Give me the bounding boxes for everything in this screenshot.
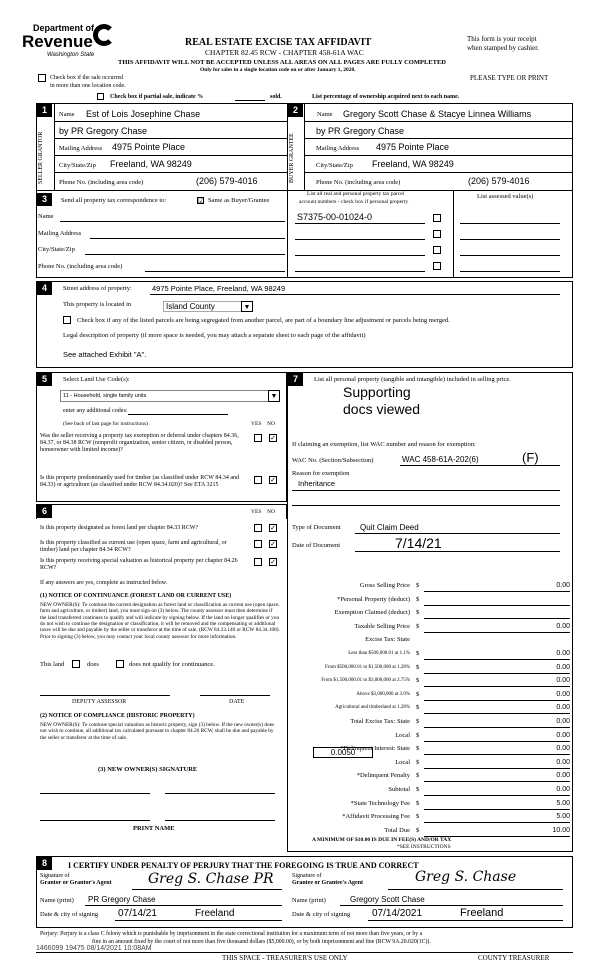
same-as-buyer-checkbox[interactable]: ☑ [198,197,205,205]
land-use-select[interactable]: 11 - Household, single family units [60,390,280,402]
calc-currency: $ [416,650,420,657]
calc-label: Total Due [384,827,410,834]
calc-currency: $ [416,664,420,671]
calc-currency: $ [416,582,420,589]
calc-line [424,713,570,714]
calc-currency: $ [416,827,420,834]
personal-property-text-2[interactable]: docs viewed [343,401,421,417]
ownership-instruction: List percentage of ownership acquired next to each name. [312,94,460,100]
does-not-label: does not qualify for continuance. [129,661,215,668]
county-select[interactable]: Island County [163,301,253,312]
q1-no-checkbox[interactable]: ✓ [270,434,276,442]
parcel-1-personal-checkbox[interactable] [433,214,441,222]
grantee-print-name[interactable]: Gregory Scott Chase [350,895,425,904]
buyer-name-label: Name [317,111,333,118]
calc-line [424,781,570,782]
deputy-date-label: DATE [229,699,245,705]
calc-value[interactable]: 10.00 [552,827,570,834]
correspondence-label: Send all property tax correspondence to: [61,197,167,204]
calc-label: Local [395,732,410,739]
calc-line [424,618,570,619]
calc-value[interactable]: 5.00 [556,813,570,820]
calc-currency: $ [416,745,420,752]
section-7-number: 7 [288,373,303,386]
grantee-print-label: Name (print) [292,897,326,904]
legal-label: Legal description of property (if more space is needed, you may attach a separate sheet to each page of the affidavit) [63,332,366,339]
county-treasurer-label: COUNTY TREASURER [478,954,550,962]
additional-codes-label: enter any additional codes: [63,408,128,414]
parcel-header-1: List all real and personal property tax parcel [307,191,405,197]
buyer-name[interactable]: Gregory Scott Chase & Stacye Linnea Williams [343,109,532,119]
county-label: This property is located in [63,301,132,308]
calc-currency: $ [416,786,420,793]
land-use-yes: YES [251,421,262,427]
continuance-title: (1) NOTICE OF CONTINUANCE (FOREST LAND OR CURRENT USE) [40,593,232,599]
calc-line [424,591,570,592]
land-does-checkbox[interactable] [72,660,80,668]
seller-city-label: City/State/Zip [59,162,96,169]
calc-line [424,754,570,755]
segregated-checkbox[interactable] [63,316,71,324]
calc-line [424,822,570,823]
sec6-no: NO [267,509,275,515]
multi-location-checkbox[interactable] [38,74,46,82]
perjury-text-2: fine in an amount fixed by the court of not more than five thousand dollars ($5,000.00), or by both imprisonment and fine (RCW 9A.20.020(1C)). [92,939,431,945]
calc-line [424,768,570,769]
doc-date-label: Date of Document [292,542,341,549]
same-as-buyer-label: Same as Buyer/Grantee [208,197,270,204]
calc-line [424,605,570,606]
local-rate-box[interactable]: 0.0050 [313,747,373,758]
parcel-number[interactable]: S7375-00-01024-0 [297,212,373,222]
compliance-title: (2) NOTICE OF COMPLIANCE (HISTORIC PROPERTY) [40,713,195,719]
land-does-not-checkbox[interactable] [116,660,124,668]
deputy-date-line[interactable] [200,695,270,696]
calc-value[interactable]: 0.00 [556,664,570,671]
land-use-q1: Was the seller receiving a property tax exemption or deferral under chapters 84.36, 84.37, or 84.38 RCW (nonprofit organization, senior citizen, or disabled person, homeowner with limited income)? [40,433,239,453]
recording-stamp: 1466099 19475 08/14/2021 10:08AM [36,945,152,952]
sec6-q2-no-checkbox[interactable]: ✓ [270,540,276,548]
calc-label: Local [395,759,410,766]
section-5-number: 5 [37,373,52,386]
land-use-no: NO [267,421,275,427]
document-type[interactable]: Quit Claim Deed [360,523,419,532]
calc-line [424,727,570,728]
certify-title: I CERTIFY UNDER PENALTY OF PERJURY THAT THE FOREGOING IS TRUE AND CORRECT [68,861,419,870]
see-instructions: *SEE INSTRUCTIONS [397,844,451,850]
q2-no-checkbox[interactable]: ✓ [270,476,276,484]
sec6-q2: Is this property classified as current use (open space, farm and agricultural, or timber) land per chapter 84.34 RCW? [40,540,227,553]
calc-line [424,795,570,796]
doc-type-label: Type of Document [292,524,341,531]
new-owner-signature-label: (3) NEW OWNER(S) SIGNATURE [98,766,198,773]
new-owner-sig-line-1[interactable] [40,793,150,794]
seller-name-2[interactable]: by PR Gregory Chase [59,126,148,136]
calc-label: Less than $500,000.01 at 1.1% [348,651,410,656]
calc-value[interactable]: 0.00 [556,732,570,739]
minimum-due-note: A MINIMUM OF $10.00 IS DUE IN FEE(S) AND/OR TAX [312,837,452,843]
agency-line1: Department of [33,23,95,33]
grantor-sig-label-1: Signature of [40,873,70,879]
wac-number[interactable]: WAC 458-61A-202(6) [402,455,479,464]
multi-location-label1: Check box if the sale occurred [50,75,124,81]
sec6-q1: Is this property designated as forest land per chapter 84.33 RCW? [40,525,199,531]
calc-label: *Affidavit Processing Fee [342,813,410,820]
grantee-city[interactable]: Freeland [460,907,504,919]
calc-value[interactable]: 0.00 [556,786,570,793]
calc-label: Total Excise Tax: State [350,718,410,725]
calc-currency: $ [416,596,420,603]
perjury-text-1: Perjury: Perjury is a class C felony which is punishable by imprisonment in the state correctional institution for a maximum term of not more than five years, or by a [40,931,423,937]
personal-property-text-1[interactable]: Supporting [343,384,411,400]
compliance-text: NEW OWNER(S): To continue special valuation as historic property, sign (3) below. If the new owner(s) does not wish to continue, all additional tax calculated pursuant to chapter 84.26 RCW, shall be due and payable by the seller or transferor at the time of sale. [40,722,275,741]
calc-value[interactable]: 5.00 [556,800,570,807]
type-print: PLEASE TYPE OR PRINT [470,74,549,82]
land-use-dropdown-icon[interactable]: ▼ [268,390,280,402]
sec6-q3: Is this property receiving special valuation as historical property per chapter 84.26 RCW? [40,558,238,571]
buyer-name-2[interactable]: by PR Gregory Chase [316,126,405,136]
calc-line [424,741,570,742]
document-date[interactable]: 7/14/21 [395,535,442,551]
buyer-address[interactable]: 4975 Pointe Place [376,142,450,152]
agency-name: Revenue [22,32,93,51]
parcel-4-personal-checkbox[interactable] [433,262,441,270]
grantor-print-name[interactable]: PR Gregory Chase [88,895,156,904]
seller-city[interactable]: Freeland, WA 98249 [110,159,192,169]
sec6-yes: YES [251,509,262,515]
calc-label: Taxable Selling Price [354,623,410,630]
form-subtitle: CHAPTER 82.45 RCW - CHAPTER 458-61A WAC [205,48,364,57]
deputy-line[interactable] [40,695,170,696]
calc-value[interactable]: 0.00 [556,772,570,779]
wac-label: WAC No. (Section/Subsection) [292,457,374,464]
calc-label: Agricultural and timberland at 1.28% [335,705,410,710]
receipt-line1: This form is your receipt [467,35,537,43]
corr-address-label: Mailing Address [38,230,82,237]
corr-phone-line[interactable] [145,271,285,272]
partial-sale-checkbox[interactable] [97,93,104,100]
percent-line[interactable] [235,100,265,101]
grantee-date[interactable]: 07/14/2021 [372,908,423,919]
exemption-label: If claiming an exemption, list WAC number and reason for exemption: [292,441,476,448]
land-use-q2: Is this property predominantly used for timber (as classified under RCW 84.34 and 84.33) or agriculture (as classified under RCW 84.34.020)? See ETA 3215 [40,475,240,488]
corr-address-line[interactable] [90,238,285,239]
sec6-q2-yes-checkbox[interactable] [254,540,262,548]
calc-currency: $ [416,732,420,739]
grantor-signature[interactable]: Greg S. Chase PR [148,871,274,887]
calc-currency: $ [416,691,420,698]
corr-name-line[interactable] [60,221,285,222]
seller-address-label: Mailing Address [59,145,103,152]
corr-phone-label: Phone No. (including area code) [38,263,123,270]
calc-currency: $ [416,800,420,807]
calc-label: *Delinquent Penalty [356,772,410,779]
calc-label: *State Technology Fee [350,800,410,807]
q1-yes-checkbox[interactable] [254,434,262,442]
seller-phone[interactable]: (206) 579-4016 [196,176,258,186]
section-3-number: 3 [37,193,52,206]
calc-currency: $ [416,609,420,616]
grantor-print-label: Name (print) [40,897,74,904]
corr-city-label: City/State/Zip [38,246,75,253]
calc-value[interactable]: 0.00 [556,623,570,630]
seller-phone-label: Phone No. (including area code) [59,179,144,186]
calc-label: *Personal Property (deduct) [337,596,410,603]
print-name-line-2[interactable] [165,820,275,821]
parcel-2-personal-checkbox[interactable] [433,230,441,238]
section-6-number: 6 [37,505,52,518]
assessed-header: List assessed value(s) [477,193,534,200]
buyer-phone[interactable]: (206) 579-4016 [468,176,530,186]
buyer-address-label: Mailing Address [316,145,360,152]
calc-line [424,673,570,674]
calc-label: Above $3,000,000 at 3.0% [356,692,410,697]
calc-line [424,632,570,633]
personal-property-label: List all personal property (tangible and intangible) included in selling price. [314,376,511,383]
section-4-number: 4 [37,282,52,295]
calc-line [424,659,570,660]
calc-line [424,686,570,687]
form-title: REAL ESTATE EXCISE TAX AFFIDAVIT [185,37,372,48]
county-dropdown-icon[interactable]: ▼ [241,301,253,312]
calc-value[interactable]: 0.00 [556,691,570,698]
calc-currency: $ [416,813,420,820]
buyer-phone-label: Phone No. (including area code) [316,179,401,186]
calc-value[interactable]: 0.00 [556,718,570,725]
grantee-signature[interactable]: Greg S. Chase [415,869,517,885]
corr-city-line[interactable] [85,254,285,255]
grantor-date[interactable]: 07/14/21 [118,908,157,919]
see-back-label: (See back of last page for instructions) [63,421,148,427]
calc-value[interactable]: 0.00 [556,745,570,752]
calc-currency: $ [416,704,420,711]
calc-value[interactable]: 0.00 [556,650,570,657]
sec6-q1-no-checkbox[interactable]: ✓ [270,524,276,532]
section-1-number: 1 [37,104,52,117]
calc-label: From $1,500,000.01 to $3,000,000 at 2.75% [321,678,410,683]
calc-currency: $ [416,677,420,684]
seller-vertical-label: SELLER GRANTOR [38,131,44,185]
parcel-header-2: account numbers - check box if personal property [299,199,409,205]
seller-name[interactable]: Est of Lois Josephine Chase [86,109,201,119]
buyer-city-label: City/State/Zip [316,162,353,169]
grantor-sig-label-2: Grantor or Grantor's Agent [40,880,112,886]
legal-description[interactable]: See attached Exhibit "A". [63,350,147,359]
calc-value[interactable]: 0.00 [556,759,570,766]
calc-label: *Delinquent Interest: State [340,745,410,752]
deputy-label: DEPUTY ASSESSOR [72,699,127,705]
land-use-label: Select Land Use Code(s): [63,376,130,383]
calc-label: From $500,000.01 to $1,500,000 at 1.28% [325,665,410,670]
sec6-q3-yes-checkbox[interactable] [254,558,262,566]
corr-name-label: Name [38,213,54,220]
print-name-line-1[interactable] [40,820,150,821]
additional-codes-line[interactable] [128,414,228,415]
section-8-number: 8 [37,857,52,870]
calc-label: Excise Tax: State [365,636,410,643]
grantee-sig-label-2: Grantee or Grantee's Agent [292,880,364,886]
grantee-date-label: Date & city of signing [292,911,351,918]
calc-line [424,809,570,810]
calc-currency: $ [416,718,420,725]
does-label: does [87,661,99,668]
treasurer-use-label: THIS SPACE - TREASURER'S USE ONLY [222,954,348,962]
parcel-3-personal-checkbox[interactable] [433,246,441,254]
reason-label: Reason for exemption [292,470,350,477]
sold-label: sold. [270,94,282,100]
q2-yes-checkbox[interactable] [254,476,262,484]
calc-currency: $ [416,623,420,630]
this-land-label: This land [40,661,65,668]
calc-value[interactable]: 0.00 [556,704,570,711]
grantee-sig-label-1: Signature of [292,873,322,879]
new-owner-sig-line-2[interactable] [165,793,275,794]
buyer-city[interactable]: Freeland, WA 98249 [372,159,454,169]
sec6-q3-no-checkbox[interactable]: ✓ [270,558,276,566]
calc-currency: $ [416,759,420,766]
calc-currency: $ [416,772,420,779]
agency-line3: Washington State [47,52,95,58]
property-street[interactable]: 4975 Pointe Place, Freeland, WA 98249 [152,284,286,293]
calc-label: Gross Selling Price [359,582,410,589]
sec6-q1-yes-checkbox[interactable] [254,524,262,532]
calc-value[interactable]: 0.00 [556,677,570,684]
continuance-text: NEW OWNER(S): To continue the current designation as forest land or classification as current use (open space, farm and agriculture, or timber) land, you must sign on (3) below. The county assessor must then determine if the land transferred continues to qualify and will indicate by signing below. If the land no longer qualifies or you do not wish to continue the designation or classification, it will be removed and the compensating or additional taxes will be due and payable by the seller or transferor at the time of sale. (RCW 84.33.140 or RCW 84.34.108). Prior to signing (3) below, you may contact your local county assessor for more information. [40,602,280,640]
seller-address[interactable]: 4975 Pointe Place [112,142,186,152]
any-yes-label: If any answers are yes, complete as instructed below. [40,580,168,586]
seller-name-label: Name [59,111,75,118]
segregated-label: Check box if any of the listed parcels are being segregated from another parcel, are part of a boundary line adjustment or parcels being merged. [77,317,450,324]
print-name-label: PRINT NAME [133,825,175,832]
buyer-vertical-label: BUYER GRANTEE [289,133,295,183]
calc-label: Exemption Claimed (deduct) [334,609,410,616]
multi-location-label2: in more than one location code. [50,83,126,89]
grantor-date-label: Date & city of signing [40,911,99,918]
wac-subsection[interactable]: (F) [522,450,539,465]
dor-logo-icon [93,24,115,46]
street-label: Street address of property: [63,285,132,292]
receipt-line2: when stamped by cashier. [467,44,539,52]
exemption-reason[interactable]: Inheritance [298,479,336,488]
calc-line [424,700,570,701]
grantor-city[interactable]: Freeland [195,908,235,919]
section-2-number: 2 [288,104,303,117]
partial-sale-label: Check box if partial sale, indicate % [110,94,204,100]
calc-label: Subtotal [388,786,410,793]
calc-value[interactable]: 0.00 [556,582,570,589]
form-note: Only for sales in a single location code on or after January 1, 2020. [200,67,356,73]
form-warning: THIS AFFIDAVIT WILL NOT BE ACCEPTED UNLESS ALL AREAS ON ALL PAGES ARE FULLY COMPLETED [118,59,446,66]
